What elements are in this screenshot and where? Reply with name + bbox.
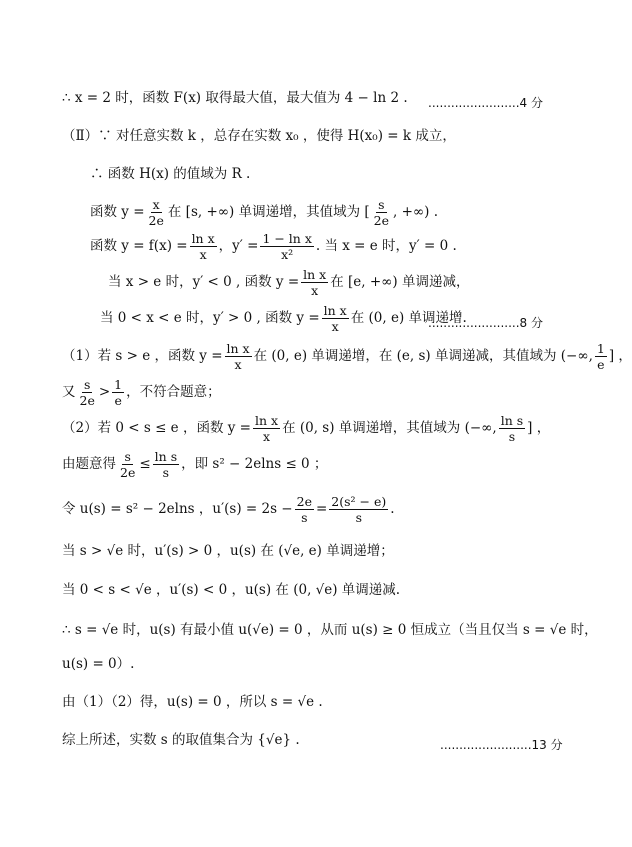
fraction-den: s <box>355 510 362 526</box>
fraction-num: ln s <box>500 413 524 428</box>
fraction-den: x <box>311 283 319 299</box>
fraction-num: 2(s² − e) <box>331 494 387 509</box>
line-6 <box>108 268 469 297</box>
line-5-c: . 当 x = e 时，y′ = 0 . <box>315 237 457 254</box>
line-15-text: ∴ s = √e 时，u(s) 有最小值 u(√e) = 0 ，从而 u(s) ≥ 0 恒成立（当且仅当 s = √e 时， <box>62 622 598 638</box>
fraction <box>372 198 391 227</box>
fraction-num: ln x <box>226 341 250 356</box>
line-18-text: 综上所述，实数 s 的取值集合为 {√e} . <box>62 732 300 748</box>
fraction <box>147 198 166 227</box>
line-12-c: . <box>390 500 395 517</box>
line-8-c: ] ， <box>608 347 632 364</box>
fraction <box>329 495 388 524</box>
fraction-num: ln x <box>303 267 327 282</box>
line-12-b: = <box>315 500 328 517</box>
fraction-den: x <box>234 357 242 373</box>
fraction-den: s <box>301 510 308 526</box>
line-4 <box>90 198 438 227</box>
score-4: ........................4 分 <box>428 96 543 110</box>
line-13 <box>62 545 394 559</box>
line-14-text: 当 0 < s < √e ，u′(s) < 0 ，u(s) 在 (0, √e) 单调递减. <box>62 582 401 598</box>
line-10-a: （2）若 0 < s ≤ e ，函数 y = <box>62 419 251 436</box>
fraction-den: s <box>162 465 170 481</box>
line-9-b: > <box>98 383 111 400</box>
fraction-den: x <box>199 247 207 263</box>
fraction-den: e <box>114 393 122 409</box>
line-1 <box>62 92 408 106</box>
fraction <box>499 414 525 443</box>
fraction <box>225 342 252 371</box>
fraction-den: x <box>331 319 339 335</box>
line-9-a: 又 <box>62 383 76 400</box>
fraction <box>118 450 137 479</box>
fraction <box>322 304 349 333</box>
fraction-den: x <box>263 429 271 445</box>
line-2-text: （Ⅱ）∵ 对任意实数 k ，总存在实数 x₀ ，使得 H(x₀) = k 成立， <box>62 128 456 144</box>
fraction <box>153 450 179 479</box>
line-12-a: 令 u(s) = s² − 2elns ，u′(s) = 2s − <box>62 500 293 517</box>
line-3-text: ∴ 函数 H(x) 的值域为 R . <box>90 166 251 182</box>
line-17-text: 由（1）（2）得，u(s) = 0 ，所以 s = √e . <box>62 694 323 710</box>
line-11-a: 由题意得 <box>62 455 116 472</box>
fraction-num: 1 <box>596 341 605 356</box>
fraction-den: e <box>597 357 605 373</box>
line-5-b: ，y′ = <box>218 237 259 254</box>
line-7-b: 在 (0, e) 单调递增. <box>350 309 467 326</box>
line-9-c: ，不符合题意； <box>126 383 221 400</box>
line-11-b: ≤ <box>139 455 151 472</box>
line-16-text: u(s) = 0）. <box>62 656 135 672</box>
line-6-b: 在 [e, +∞) 单调递减， <box>330 273 470 290</box>
line-15 <box>62 624 598 638</box>
line-10-c: ] ， <box>527 419 551 436</box>
line-8-b: 在 (0, e) 单调递增，在 (e, s) 单调递减，其值域为 (−∞, <box>253 347 593 364</box>
fraction-num: s <box>83 377 91 392</box>
fraction-den: 2e <box>373 213 389 229</box>
fraction <box>295 495 314 524</box>
line-5-a: 函数 y = f(x) = <box>90 237 188 254</box>
fraction-num: x <box>152 197 160 212</box>
line-6-a: 当 x > e 时，y′ < 0 , 函数 y = <box>108 273 300 290</box>
fraction <box>260 232 313 261</box>
fraction <box>190 232 217 261</box>
line-4-c: , +∞) . <box>393 203 438 220</box>
fraction <box>595 342 607 371</box>
line-12 <box>62 495 395 524</box>
line-14 <box>62 584 400 598</box>
line-5 <box>90 232 457 261</box>
fraction-den: 2e <box>120 465 136 481</box>
fraction-num: 1 − ln x <box>262 231 312 246</box>
fraction-num: ln x <box>191 231 215 246</box>
line-9 <box>62 378 221 407</box>
score-8: ........................8 分 <box>428 316 543 330</box>
fraction-den: 2e <box>148 213 164 229</box>
line-18 <box>62 734 300 748</box>
fraction-num: 1 <box>114 377 123 392</box>
line-2 <box>62 130 456 144</box>
line-17 <box>62 696 323 710</box>
line-13-text: 当 s > √e 时，u′(s) > 0 ，u(s) 在 (√e, e) 单调递增； <box>62 543 394 559</box>
fraction-den: s <box>508 429 516 445</box>
fraction-num: s <box>378 197 385 212</box>
line-7-a: 当 0 < x < e 时，y′ > 0 , 函数 y = <box>100 309 320 326</box>
fraction <box>253 414 280 443</box>
fraction-den: 2e <box>79 393 95 409</box>
line-10 <box>62 414 550 443</box>
line-11-c: ，即 s² − 2elns ≤ 0 ； <box>181 455 328 472</box>
fraction-den: x² <box>281 247 294 263</box>
line-7 <box>100 304 467 333</box>
fraction-num: 2e <box>296 494 312 509</box>
line-8-a: （1）若 s > e ，函数 y = <box>62 347 223 364</box>
line-4-b: 在 [s, +∞) 单调递增，其值域为 [ <box>167 203 370 220</box>
line-8 <box>62 342 632 371</box>
fraction <box>78 378 97 407</box>
score-13: ........................13 分 <box>440 738 563 752</box>
fraction <box>301 268 328 297</box>
fraction-num: ln s <box>154 449 178 464</box>
fraction-num: s <box>124 449 131 464</box>
line-1-text: ∴ x = 2 时，函数 F(x) 取得最大值，最大值为 4 − ln 2 . <box>62 90 408 106</box>
line-11 <box>62 450 327 479</box>
fraction <box>112 378 124 407</box>
fraction-num: ln x <box>323 303 347 318</box>
line-16 <box>62 658 134 672</box>
line-3 <box>90 168 250 182</box>
fraction-num: ln x <box>255 413 279 428</box>
line-10-b: 在 (0, s) 单调递增，其值域为 (−∞, <box>282 419 497 436</box>
line-4-a: 函数 y = <box>90 203 145 220</box>
